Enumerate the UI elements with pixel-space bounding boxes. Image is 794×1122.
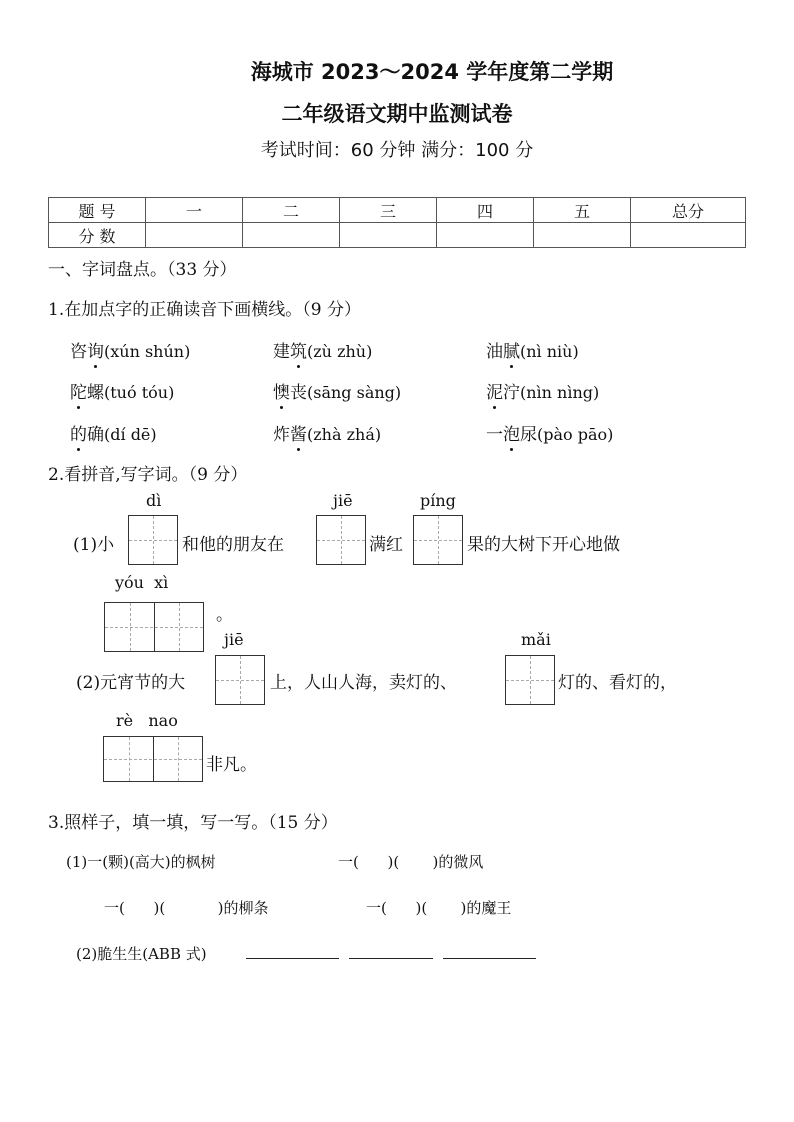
q1-pinyin-options[interactable]: (zù zhù)	[307, 342, 373, 361]
score-header-cell: 一	[146, 198, 243, 223]
exam-title-line1: 海城市 2023～2024 学年度第二学期	[250, 60, 614, 84]
score-cell[interactable]	[243, 223, 340, 248]
q1-word-item	[273, 337, 372, 362]
q2-p1-text-c: 果的大树下开心地做	[467, 535, 620, 555]
q1-pinyin-options[interactable]: (zhà zhá)	[307, 425, 382, 444]
q1-pinyin-options[interactable]: (xún shún)	[104, 342, 191, 361]
q1-word-item	[273, 378, 401, 403]
q1-word-item	[70, 378, 174, 403]
score-header-cell: 总分	[631, 198, 746, 223]
q1-word-char: 丧	[290, 383, 307, 403]
exam-title-line2: 二年级语文期中监测试卷	[281, 102, 513, 126]
q3-fill-b[interactable]: 一( )( )的柳条	[104, 899, 269, 917]
word-box-youxi[interactable]	[104, 602, 204, 652]
q1-word-char: 一	[486, 425, 503, 445]
q1-pinyin-options[interactable]: (sāng sàng)	[307, 383, 402, 402]
q1-dotted-char: 泥	[486, 378, 503, 403]
char-box-di[interactable]	[128, 515, 178, 565]
pinyin-mai: mǎi	[521, 630, 551, 649]
q3-fill-a[interactable]: 一( )( )的微风	[338, 853, 484, 871]
score-header-cell: 五	[534, 198, 631, 223]
char-box-jie-2[interactable]	[215, 655, 265, 705]
q1-dotted-char: 询	[87, 337, 104, 362]
abb-answer-line-2[interactable]	[349, 958, 433, 959]
q1-word-char: 确	[87, 425, 104, 445]
q1-word-char: 螺	[87, 383, 104, 403]
q1-word-item	[70, 420, 157, 445]
q1-word-item	[70, 337, 190, 362]
q1-pinyin-options[interactable]: (tuó tóu)	[104, 383, 175, 402]
q1-word-item	[486, 420, 613, 445]
score-cell[interactable]	[534, 223, 631, 248]
q1-dotted-char: 筑	[290, 337, 307, 362]
char-box-jie[interactable]	[316, 515, 366, 565]
q1-word-char: 泞	[503, 383, 520, 403]
score-cell[interactable]	[437, 223, 534, 248]
q2-p2-label: (2)元宵节的大	[76, 673, 186, 693]
q1-dotted-char: 懊	[273, 378, 290, 403]
q3-abb-label: (2)脆生生(ABB 式)	[76, 945, 207, 963]
score-cell[interactable]	[340, 223, 437, 248]
q2-p1-label: (1)小	[73, 535, 115, 555]
q3-example: (1)一(颗)(高大)的枫树	[66, 853, 216, 871]
q1-word-char: 建	[273, 342, 290, 362]
char-box-ping[interactable]	[413, 515, 463, 565]
q1-pinyin-options[interactable]: (dí dē)	[104, 425, 157, 444]
pinyin-renao: rè nao	[116, 711, 178, 730]
q1-word-item	[486, 378, 599, 403]
q2-p2-text-a: 上，人山人海，卖灯的、	[270, 673, 457, 693]
q1-dotted-char: 腻	[503, 337, 520, 362]
char-box-mai[interactable]	[505, 655, 555, 705]
q2-p1-text-b: 满红	[369, 535, 403, 555]
score-header-cell: 题 号	[49, 198, 146, 223]
section1-heading: 一、字词盘点。（33 分）	[48, 260, 237, 280]
score-header-cell: 二	[243, 198, 340, 223]
score-cell[interactable]	[631, 223, 746, 248]
q1-word-char: 咨	[70, 342, 87, 362]
q1-word-item	[273, 420, 381, 445]
pinyin-di: dì	[146, 491, 162, 510]
score-cell[interactable]	[146, 223, 243, 248]
q1-pinyin-options[interactable]: (pào pāo)	[537, 425, 614, 444]
q1-dotted-char: 泡	[503, 420, 520, 445]
exam-info: 考试时间：60 分钟 满分：100 分	[260, 140, 534, 161]
q2-p2-text-b: 灯的、看灯的，	[558, 673, 677, 693]
q1-word-char: 油	[486, 342, 503, 362]
q2-p1-text-a: 和他的朋友在	[182, 535, 284, 555]
q1-pinyin-options[interactable]: (nìn nìng)	[520, 383, 600, 402]
q1-dotted-char: 的	[70, 420, 87, 445]
q1-dotted-char: 酱	[290, 420, 307, 445]
q1-word-char: 炸	[273, 425, 290, 445]
abb-answer-line-3[interactable]	[443, 958, 536, 959]
score-header-cell: 三	[340, 198, 437, 223]
pinyin-jie-2: jiē	[224, 630, 244, 649]
q1-prompt: 1.在加点字的正确读音下画横线。（9 分）	[48, 300, 361, 320]
score-table-header-row	[49, 198, 746, 223]
q3-prompt: 3.照样子，填一填，写一写。（15 分）	[48, 813, 338, 833]
pinyin-youxi: yóu xì	[115, 573, 169, 592]
score-table-score-row	[49, 223, 746, 248]
q2-prompt: 2.看拼音,写字词。（9 分）	[48, 465, 248, 485]
score-table	[48, 197, 746, 248]
pinyin-jie: jiē	[333, 491, 353, 510]
word-box-renao[interactable]	[103, 736, 203, 782]
q1-pinyin-options[interactable]: (nì niù)	[520, 342, 579, 361]
q1-word-item	[486, 337, 579, 362]
q3-fill-c[interactable]: 一( )( )的魔王	[366, 899, 512, 917]
q1-word-char: 尿	[520, 425, 537, 445]
q2-p1-end: 。	[216, 605, 233, 625]
abb-answer-line-1[interactable]	[246, 958, 339, 959]
score-header-cell: 四	[437, 198, 534, 223]
pinyin-ping: píng	[420, 491, 456, 510]
q1-dotted-char: 陀	[70, 378, 87, 403]
q2-p2-end: 非凡。	[206, 755, 257, 775]
score-row-label: 分 数	[49, 223, 146, 248]
